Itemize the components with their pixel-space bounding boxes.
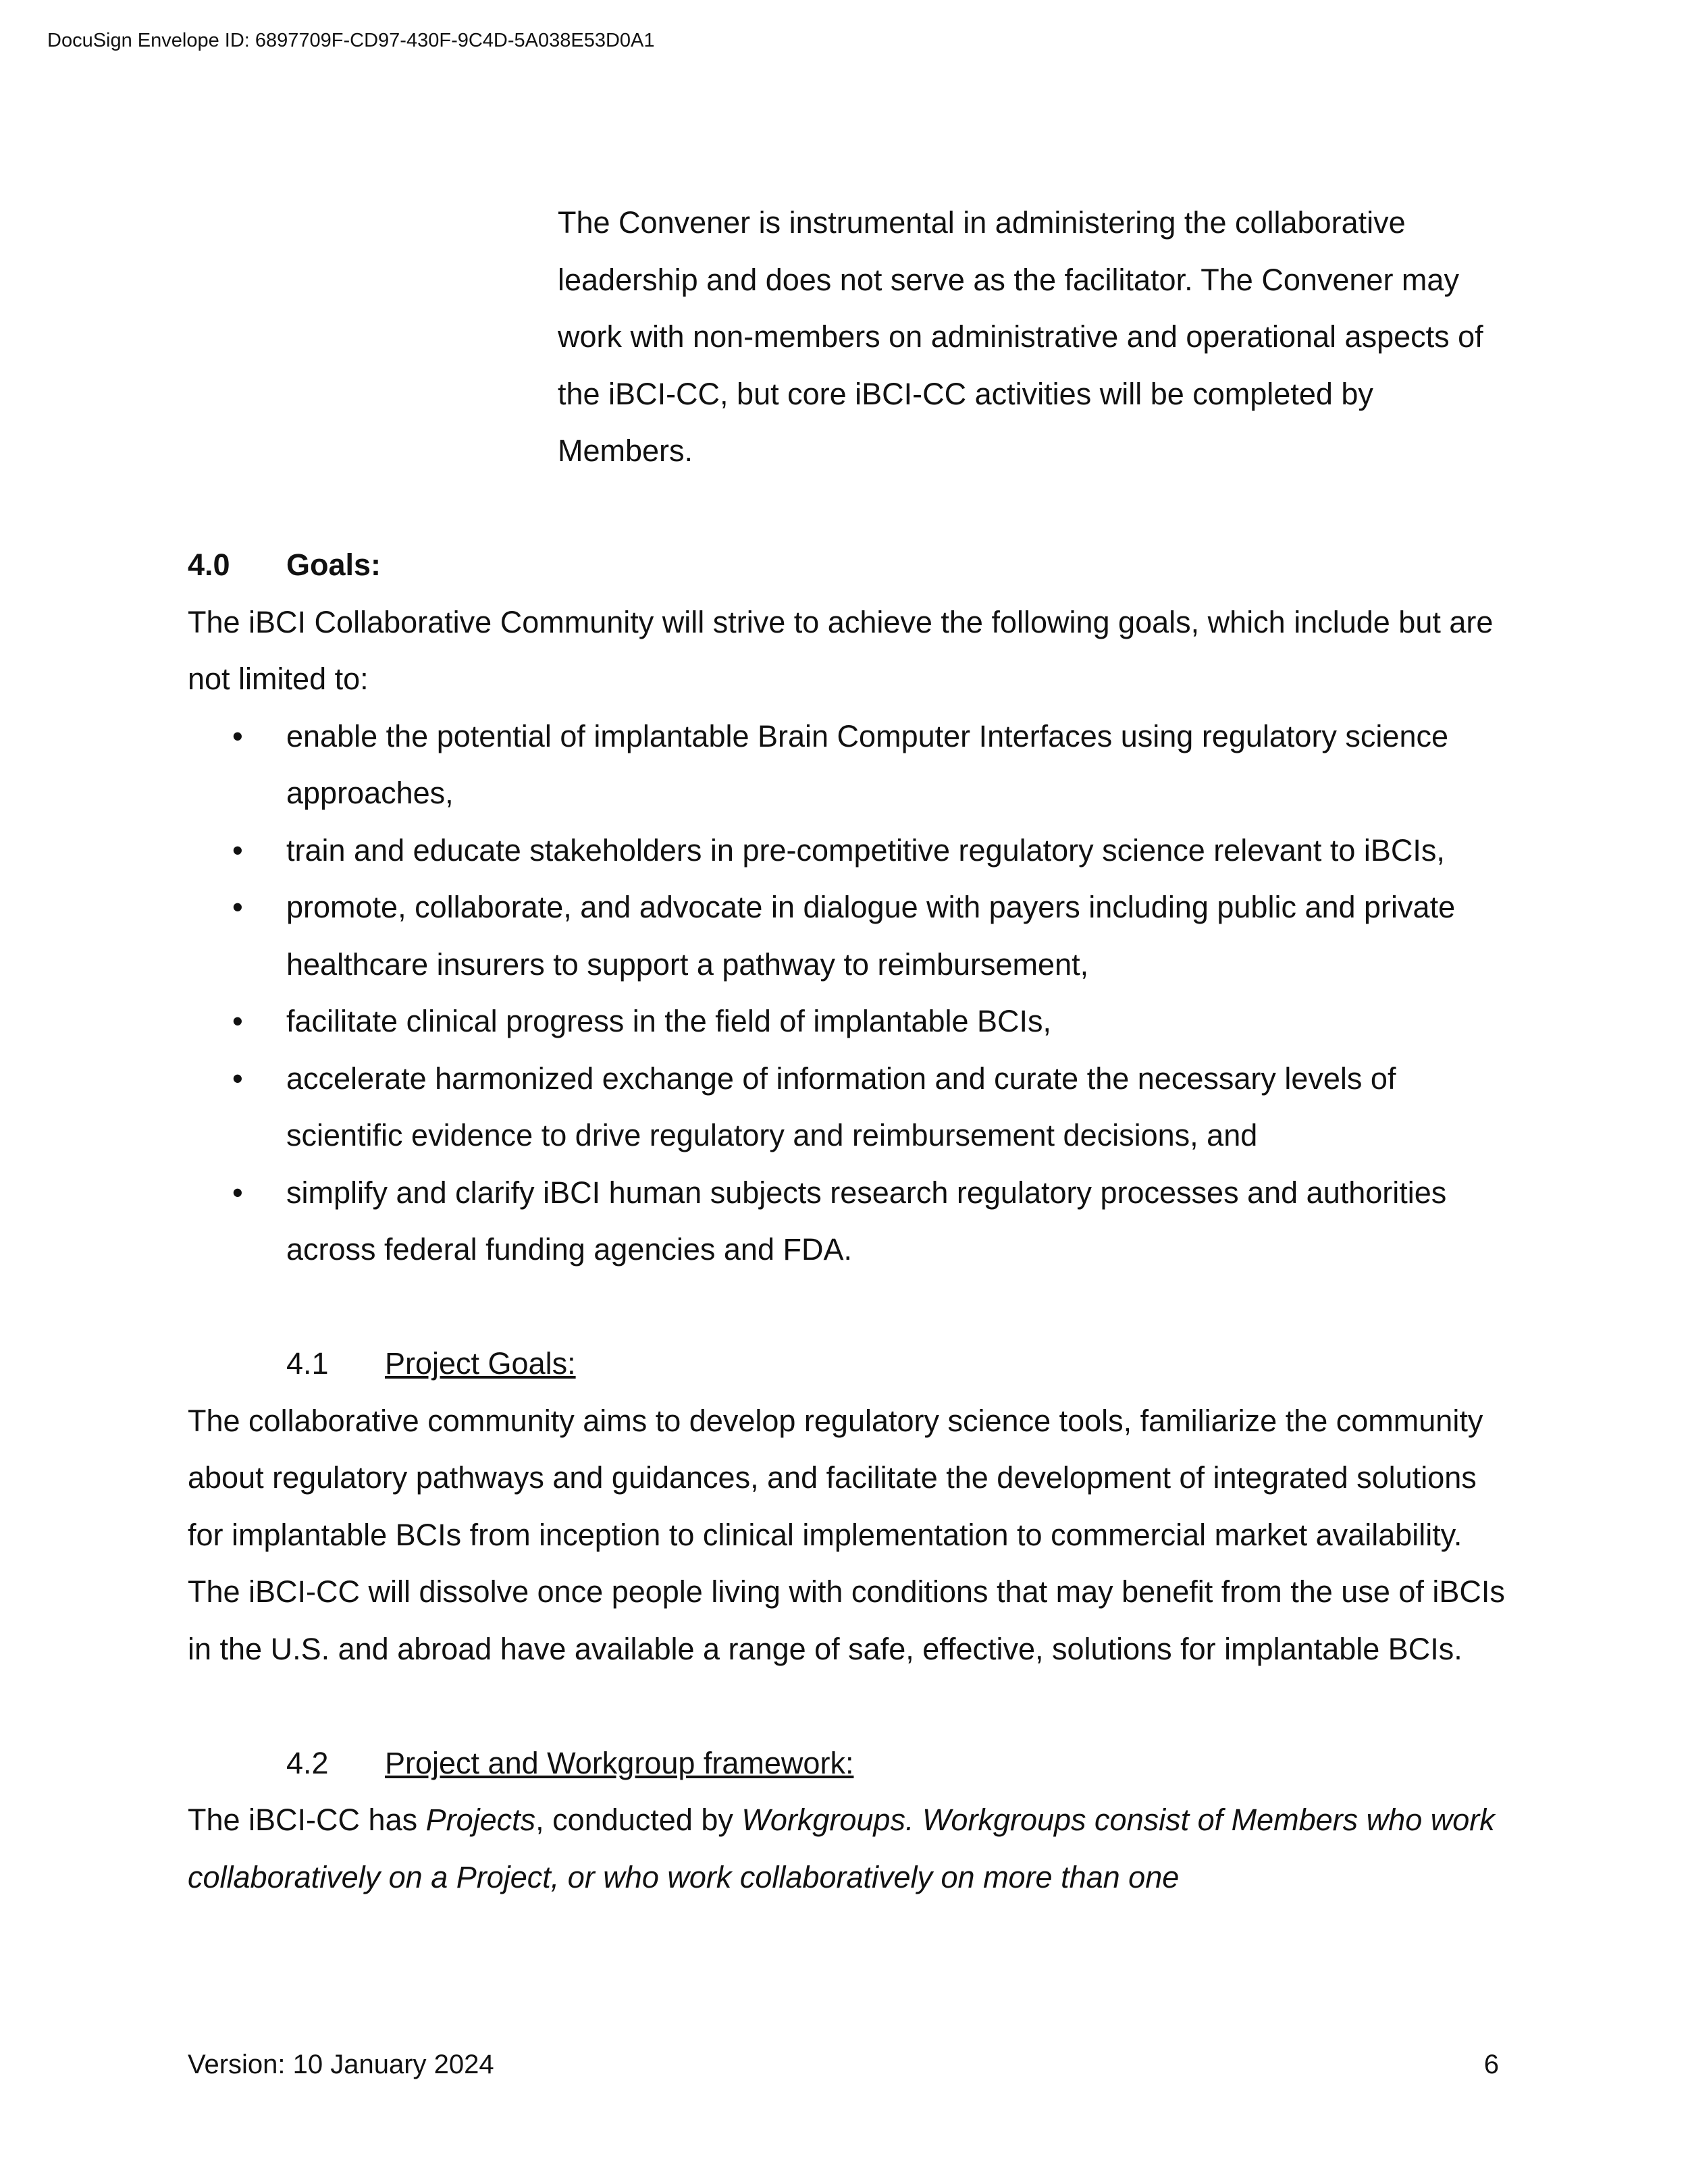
list-item-text: promote, collaborate, and advocate in dialogue with payers including public and private healthcare insurers to support a pathway to reimbursement, (286, 890, 1456, 982)
list-item (188, 879, 1508, 993)
body-italic-text: Workgroups. Workgroups consist of Members who work collaboratively on a Project, or who work collaboratively on more than one (188, 1803, 1495, 1894)
body-text: The iBCI-CC has (188, 1803, 426, 1837)
docusign-envelope-id: DocuSign Envelope ID: 6897709F-CD97-430F-9C4D-5A038E53D0A1 (47, 30, 655, 51)
project-goals-body: The collaborative community aims to develop regulatory science tools, familiarize the community about regulatory pathways and guidances, and facilitate the development of integrated solutions for implantable BCIs from inception to clinical implementation to commercial market availability. The iBCI-CC will dissolve once people living with conditions that may benefit from the use of iBCIs in the U.S. and abroad have available a range of safe, effective, solutions for implantable BCIs. (188, 1403, 1505, 1666)
section-number: 4.1 (286, 1346, 329, 1381)
bullet-icon: • (232, 718, 243, 753)
section-number: 4.0 (188, 548, 230, 582)
section-4-0-heading (188, 537, 1508, 594)
goals-intro: The iBCI Collaborative Community will strive to achieve the following goals, which include but are not limited to: (188, 604, 1494, 696)
list-item-text: enable the potential of implantable Brain Computer Interfaces using regulatory science approaches, (286, 718, 1449, 810)
list-item (188, 993, 1508, 1050)
bullet-icon: • (232, 1004, 243, 1038)
bullet-icon: • (232, 832, 243, 868)
spacer (188, 1279, 1508, 1336)
list-item-text: train and educate stakeholders in pre-competitive regulatory science relevant to iBCIs, (286, 832, 1445, 868)
list-item (188, 1050, 1508, 1165)
list-item (188, 708, 1508, 822)
version-footer: Version: 10 January 2024 (188, 2050, 494, 2079)
section-4-2-heading (286, 1735, 1508, 1792)
spacer (188, 1678, 1508, 1735)
list-item-text: facilitate clinical progress in the field of implantable BCIs, (286, 1004, 1052, 1038)
section-title: Project Goals: (385, 1346, 576, 1381)
section-title: Goals: (286, 548, 381, 582)
section-title: Project and Workgroup framework: (385, 1745, 854, 1780)
document-body (188, 194, 1508, 1906)
list-item (188, 822, 1508, 880)
spacer (188, 480, 1508, 537)
section-number: 4.2 (286, 1745, 329, 1780)
section-4-1-heading (286, 1335, 1508, 1393)
goals-list (188, 708, 1508, 1279)
list-item-text: simplify and clarify iBCI human subjects research regulatory processes and authorities across federal funding agencies and FDA. (286, 1175, 1447, 1267)
body-text: , conducted by (535, 1803, 742, 1837)
bullet-icon: • (232, 890, 243, 924)
bullet-icon: • (232, 1175, 243, 1210)
bullet-icon: • (232, 1061, 243, 1096)
page-number: 6 (1483, 2050, 1499, 2079)
workgroup-framework-body (188, 1792, 1508, 1906)
convener-paragraph: The Convener is instrumental in administering the collaborative leadership and does not serve as the facilitator. The Convener may work with non-members on administrative and operational aspects of the iBCI-CC, but core iBCI-CC activities will be completed by Members. (558, 205, 1483, 468)
body-italic-text: Projects (425, 1803, 536, 1837)
list-item-text: accelerate harmonized exchange of information and curate the necessary levels of scientific evidence to drive regulatory and reimbursement decisions, and (286, 1061, 1396, 1152)
list-item (188, 1165, 1508, 1279)
